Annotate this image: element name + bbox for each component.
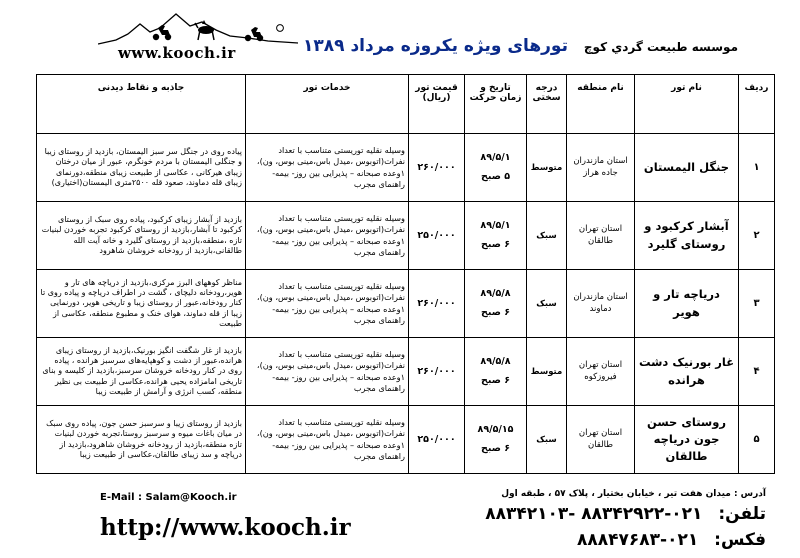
tour-time: ۵ صبح xyxy=(480,170,511,182)
table-row xyxy=(37,202,775,270)
tour-price: ۲۶۰/۰۰۰ xyxy=(409,134,465,202)
tour-difficulty: سبک xyxy=(527,406,567,474)
tour-date-time xyxy=(465,338,527,406)
table-row xyxy=(37,338,775,406)
logo xyxy=(98,10,298,66)
tour-services: وسیله نقلیه توریستی متناسب با تعداد نفرات(اتوبوس ،میدل باس،مینی بوس، ون)، ۱وعده صبحانه – پذیرایی بین روز- بیمه- راهنمای مجرب xyxy=(246,338,409,406)
row-number: ۲ xyxy=(739,202,775,270)
header-services: خدمات تور xyxy=(246,75,409,134)
tour-name: جنگل الیمستان xyxy=(635,134,739,202)
header-difficulty: درجه سختی xyxy=(527,75,567,134)
tour-name: دریاچه تار و هویر xyxy=(635,270,739,338)
header-region: نام منطقه xyxy=(567,75,635,134)
tour-name: غار بورنیک دشت هرانده xyxy=(635,338,739,406)
tour-date-time xyxy=(465,202,527,270)
tour-attractions: بازدید از آبشار زیبای کرکبود، پیاده روی سبک از روستای کرکبود تا آبشار،بازدید از روستای کرکبود تجربه خوردن لبنیات تازه ،منطقه،بازدید از روستای گلیرد و خانه آیت الله طالقانی،بازدید از رودخانه خروشان شاهرود xyxy=(37,202,246,270)
table-row xyxy=(37,406,775,474)
tour-time: ۶ صبح xyxy=(480,442,511,454)
header-price: قیمت تور (ریال) xyxy=(409,75,465,134)
tour-name: آبشار کرکبود و روستای گلیرد xyxy=(635,202,739,270)
tour-price: ۲۶۰/۰۰۰ xyxy=(409,270,465,338)
tour-region: استان تهران طالقان xyxy=(567,202,635,270)
phone-number: ۰۲۱-۸۸۳۴۲۹۲۲ -۸۸۳۴۲۱۰۳ xyxy=(485,504,703,524)
institute-name: موسسه طبيعت گردي كوچ xyxy=(583,40,738,54)
tour-attractions: مناظر کوههای البرز مرکزی،بازدید از دریاچه های تار و هویر،رودخانه دلیچای ، گشت در اطراف دریاچه و پیاده روی تا کنار رودخانه،عبور از روستای زیبا و تاریخی هویر، دورنمایی زیبا از قله دماوند، هوای خنک و مطبوع منطقه، عکاسی از طبیعت xyxy=(37,270,246,338)
tour-difficulty: متوسط xyxy=(527,338,567,406)
tour-region: استان مازندران جاده هراز xyxy=(567,134,635,202)
tour-attractions: بازدید از روستای زیبا و سرسبز حسن جون، پیاده روی سبک در میان باغات میوه و سرسبز روستا،تجربه خوردن لبنیات تازه منطقه،بازدید از رودخانه خروشان شاهرود،بازدید از دریاچه و سد زیبای طالقان،عکاسی از طبیعت زیبا xyxy=(37,406,246,474)
tour-price: ۲۶۰/۰۰۰ xyxy=(409,338,465,406)
tour-date: ۸۹/۵/۱ xyxy=(480,152,511,164)
page-title xyxy=(303,36,738,56)
email-contact[interactable]: E-Mail : Salam@Kooch.ir xyxy=(100,492,237,503)
tour-difficulty: سبک xyxy=(527,270,567,338)
tour-services: وسیله نقلیه توریستی متناسب با تعداد نفرات(اتوبوس ،میدل باس،مینی بوس، ون)، ۱وعده صبحانه – پذیرایی بین روز- بیمه- راهنمای مجرب xyxy=(246,134,409,202)
row-number: ۵ xyxy=(739,406,775,474)
header-date-time: تاریخ و زمان حرکت xyxy=(465,75,527,134)
table-header-row xyxy=(37,75,775,134)
tour-attractions: پیاده روی در جنگل سر سبز الیمستان، بازدید از روستای زیبا و جنگلی الیمستان با مردم خونگرم، عبور از میان درختان زیبای هیرکانی ، عکاسی از طبیعت زیبای منطقه،دورنمای زیبای قله دماوند، صعود قله ۲۵۰۰متری الیمستان(اختیاری) xyxy=(37,134,246,202)
tour-region: استان تهران طالقان xyxy=(567,406,635,474)
tour-time: ۶ صبح xyxy=(480,374,511,386)
table-row xyxy=(37,134,775,202)
logo-text: www.kooch.ir xyxy=(118,44,236,62)
tour-price: ۲۵۰/۰۰۰ xyxy=(409,202,465,270)
tour-price: ۲۵۰/۰۰۰ xyxy=(409,406,465,474)
tour-region: استان تهران فیروزکوه xyxy=(567,338,635,406)
header-tour-name: نام تور xyxy=(635,75,739,134)
row-number: ۴ xyxy=(739,338,775,406)
fax-number: ۰۲۱-۸۸۸۴۷۶۸۳ xyxy=(577,530,699,550)
tour-time: ۶ صبح xyxy=(480,238,511,250)
tour-services: وسیله نقلیه توریستی متناسب با تعداد نفرات(اتوبوس ،میدل باس،مینی بوس، ون)، ۱وعده صبحانه – پذیرایی بین روز- بیمه- راهنمای مجرب xyxy=(246,406,409,474)
tour-difficulty: متوسط xyxy=(527,134,567,202)
tour-date: ۸۹/۵/۸ xyxy=(480,356,511,368)
tour-attractions: بازدید از غار شگفت انگیز بورنیک،بازدید از روستای زیبای هرانده،عبور از دشت و کوهپایه‌های سرسبز هرانده ، پیاده روی در کنار رودخانه خروشان سرسبز،بازدید از کلیسه و بنای تاریخی امامزاده یحیی هرانده،عکاسی از طبیعت بی نظیر منطقه، کسب انرژی و آرامش از طبیعت زیبا xyxy=(37,338,246,406)
tour-date: ۸۹/۵/۱ xyxy=(480,220,511,232)
tour-region: استان مازندران دماوند xyxy=(567,270,635,338)
header-attractions: جاذبه و نقاط دیدنی xyxy=(37,75,246,134)
tours-table xyxy=(36,74,775,474)
table-row xyxy=(37,270,775,338)
tour-services: وسیله نقلیه توریستی متناسب با تعداد نفرات(اتوبوس ،میدل باس،مینی بوس، ون)، ۱وعده صبحانه – پذیرایی بین روز- بیمه- راهنمای مجرب xyxy=(246,270,409,338)
tour-title: تورهای ویژه یکروزه مرداد ۱۳۸۹ xyxy=(303,36,568,56)
address: آدرس : میدان هفت تیر ، خیابان بختیار ، پلاک ۵۷ ، طبقه اول xyxy=(501,489,766,499)
fax-label: فکس: xyxy=(714,530,766,550)
phone-line xyxy=(485,504,766,524)
header-row-number: ردیف xyxy=(739,75,775,134)
tour-date-time xyxy=(465,134,527,202)
tour-date: ۸۹/۵/۱۵ xyxy=(477,424,514,436)
tour-date-time xyxy=(465,406,527,474)
website-link[interactable]: http://www.kooch.ir xyxy=(100,514,351,541)
fax-line xyxy=(577,530,766,550)
tour-difficulty: سبک xyxy=(527,202,567,270)
tour-date-time xyxy=(465,270,527,338)
row-number: ۳ xyxy=(739,270,775,338)
tour-services: وسیله نقلیه توریستی متناسب با تعداد نفرات(اتوبوس ،میدل باس،مینی بوس، ون)، ۱وعده صبحانه – پذیرایی بین روز- بیمه- راهنمای مجرب xyxy=(246,202,409,270)
tour-time: ۶ صبح xyxy=(480,306,511,318)
phone-label: تلفن: xyxy=(718,504,766,524)
tour-date: ۸۹/۵/۸ xyxy=(480,288,511,300)
tour-name: روستای حسن جون دریاچه طالقان xyxy=(635,406,739,474)
row-number: ۱ xyxy=(739,134,775,202)
